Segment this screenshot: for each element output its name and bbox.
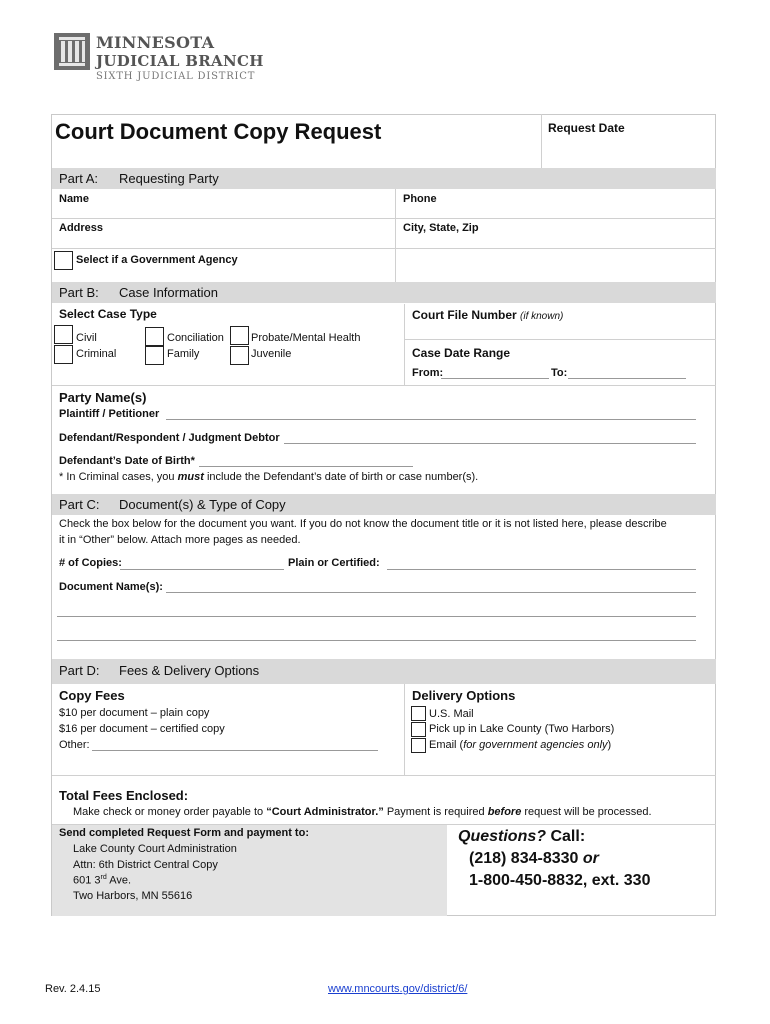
part-c-label: Part C: — [59, 497, 100, 512]
fee-other-label: Other: — [59, 739, 90, 751]
logo-line-1: MINNESOTA — [96, 33, 215, 52]
email-label: Email (for government agencies only) — [429, 739, 612, 751]
name-label: Name — [59, 193, 89, 205]
copies-label: # of Copies: — [59, 557, 122, 569]
defendant-label: Defendant/Respondent / Judgment Debtor — [59, 432, 280, 444]
government-agency-checkbox[interactable] — [54, 251, 73, 270]
part-d-heading: Fees & Delivery Options — [119, 663, 260, 678]
part-b-heading: Case Information — [119, 285, 218, 300]
pickup-checkbox[interactable] — [411, 722, 426, 737]
case-date-range-label: Case Date Range — [412, 346, 511, 360]
from-label: From: — [412, 367, 444, 379]
send-to-line-3: 601 3rd Ave. — [73, 874, 132, 887]
party-names-heading: Party Name(s) — [59, 390, 147, 405]
probate-label: Probate/Mental Health — [251, 332, 361, 344]
pickup-label: Pick up in Lake County (Two Harbors) — [429, 723, 615, 735]
revision-label: Rev. 2.4.15 — [45, 983, 101, 995]
address-field[interactable] — [52, 219, 395, 248]
fee-other-field[interactable] — [92, 750, 378, 751]
juvenile-label: Juvenile — [251, 348, 292, 360]
to-label: To: — [551, 367, 568, 379]
request-date-field[interactable] — [548, 136, 712, 164]
probate-checkbox[interactable] — [230, 326, 249, 345]
plain-or-certified-label: Plain or Certified: — [288, 557, 380, 569]
part-c-heading: Document(s) & Type of Copy — [119, 497, 286, 512]
conciliation-checkbox[interactable] — [145, 327, 164, 346]
plain-or-certified-field[interactable] — [387, 569, 696, 570]
part-a-label: Part A: — [59, 171, 99, 186]
fee-plain: $10 per document – plain copy — [59, 707, 210, 719]
fee-certified: $16 per document – certified copy — [59, 723, 225, 735]
plaintiff-field[interactable] — [166, 419, 696, 420]
plaintiff-label: Plaintiff / Petitioner — [59, 408, 160, 420]
criminal-checkbox[interactable] — [54, 345, 73, 364]
phone-local: (218) 834-8330 or — [469, 850, 599, 867]
request-date-label: Request Date — [548, 121, 625, 135]
copies-field[interactable] — [120, 569, 284, 570]
family-checkbox[interactable] — [145, 346, 164, 365]
to-field[interactable] — [568, 378, 686, 379]
address-label: Address — [59, 222, 104, 234]
logo-line-3: SIXTH JUDICIAL DISTRICT — [96, 71, 256, 82]
send-to-line-1: Lake County Court Administration — [73, 843, 237, 855]
part-c-instructions-2: it in “Other” below. Attach more pages as needed. — [59, 534, 301, 546]
payable-note: Make check or money order payable to “Court Administrator.” Payment is required before request will be processed. — [73, 806, 652, 818]
part-b-label: Part B: — [59, 285, 99, 300]
defendant-dob-field[interactable] — [199, 466, 413, 467]
document-names-field[interactable] — [166, 592, 696, 593]
conciliation-label: Conciliation — [167, 332, 224, 344]
civil-label: Civil — [76, 332, 97, 344]
delivery-options-heading: Delivery Options — [412, 688, 516, 703]
government-agency-label: Select if a Government Agency — [76, 254, 238, 266]
divider — [541, 114, 542, 168]
court-pillar-logo-icon — [54, 33, 90, 70]
logo-line-2: JUDICIAL BRANCH — [96, 52, 264, 70]
part-c-instructions-1: Check the box below for the document you want. If you do not know the document title or it is not listed here, please describe — [59, 518, 667, 530]
part-a-heading: Requesting Party — [119, 171, 219, 186]
email-checkbox[interactable] — [411, 738, 426, 753]
from-field[interactable] — [441, 378, 549, 379]
court-file-number-label: Court File Number (if known) — [412, 308, 564, 322]
court-file-number-field[interactable] — [405, 324, 716, 338]
copy-fees-heading: Copy Fees — [59, 688, 125, 703]
total-fees-label: Total Fees Enclosed: — [59, 788, 189, 803]
name-field[interactable] — [52, 189, 395, 218]
select-case-type-label: Select Case Type — [59, 307, 157, 321]
criminal-label: Criminal — [76, 348, 117, 360]
family-label: Family — [167, 348, 200, 360]
send-to-line-2: Attn: 6th District Central Copy — [73, 859, 218, 871]
city-state-zip-label: City, State, Zip — [403, 222, 479, 234]
phone-label: Phone — [403, 193, 437, 205]
part-d-label: Part D: — [59, 663, 100, 678]
send-to-heading: Send completed Request Form and payment to: — [59, 827, 309, 839]
website-link[interactable]: www.mncourts.gov/district/6/ — [328, 983, 468, 995]
city-state-zip-field[interactable] — [396, 219, 716, 248]
phone-tollfree: 1-800-450-8832, ext. 330 — [469, 872, 651, 889]
phone-field[interactable] — [396, 189, 716, 218]
criminal-note: * In Criminal cases, you must include the Defendant’s date of birth or case number(s). — [59, 471, 479, 483]
us-mail-label: U.S. Mail — [429, 708, 474, 720]
questions-heading: Questions? Call: — [458, 828, 586, 845]
civil-checkbox[interactable] — [54, 325, 73, 344]
us-mail-checkbox[interactable] — [411, 706, 426, 721]
send-to-line-4: Two Harbors, MN 55616 — [73, 890, 193, 902]
defendant-field[interactable] — [284, 443, 696, 444]
page-title: Court Document Copy Request — [55, 119, 382, 144]
document-names-line-2[interactable] — [57, 616, 696, 617]
juvenile-checkbox[interactable] — [230, 346, 249, 365]
defendant-dob-label: Defendant’s Date of Birth* — [59, 455, 195, 467]
document-names-line-3[interactable] — [57, 640, 696, 641]
document-names-label: Document Name(s): — [59, 581, 163, 593]
